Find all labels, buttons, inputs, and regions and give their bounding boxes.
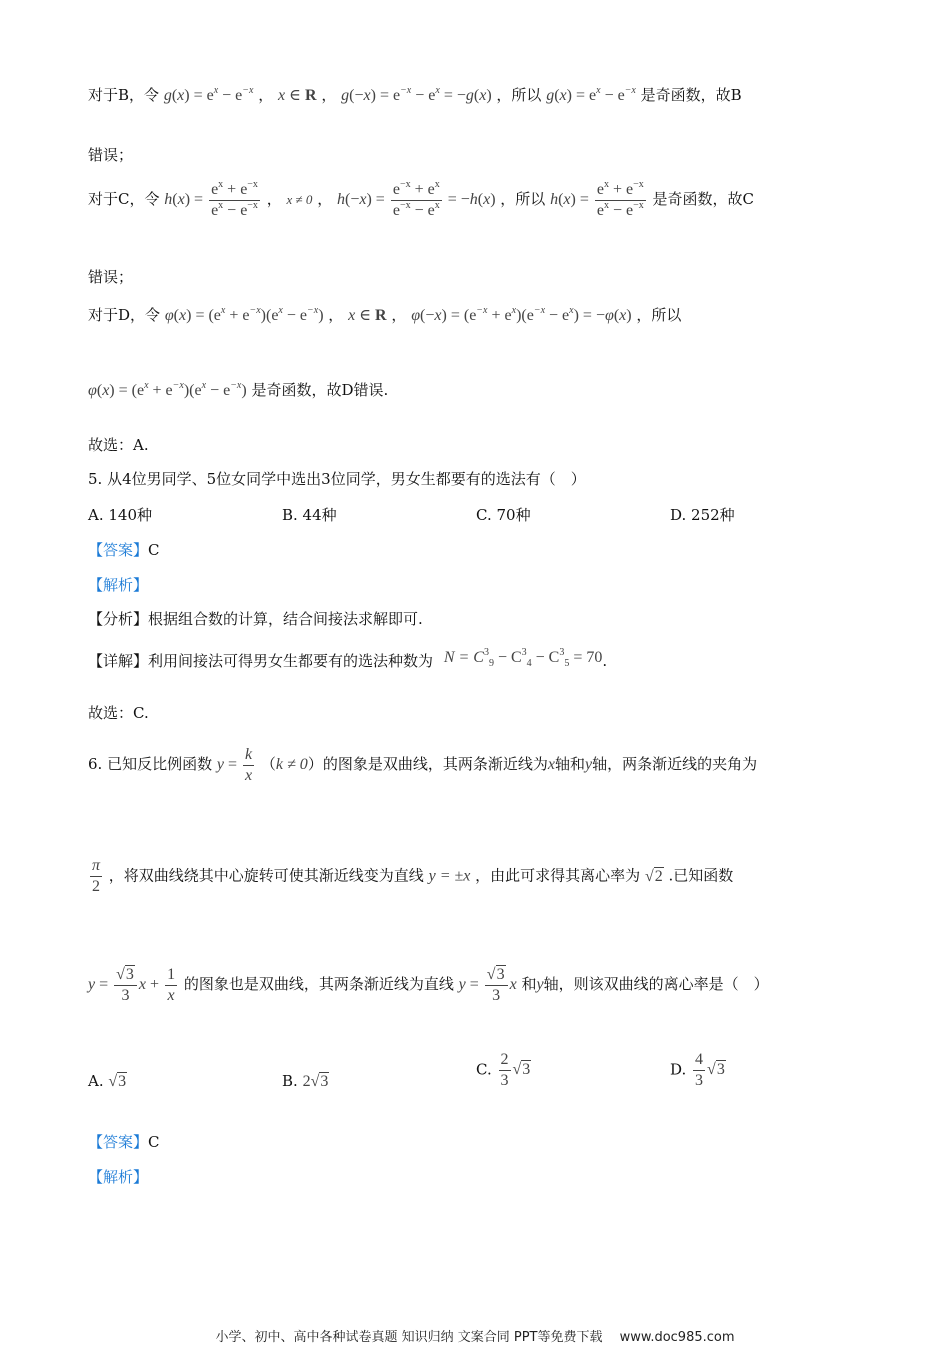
question-6-line2: $\frac{\pi}{2}$ ，将双曲线绕其中心旋转可使其渐近线变为直线 y = ±x ，由此可求得其离心率为 √2 .已知函数 xyxy=(92,857,734,895)
answer-5: 【答案】C xyxy=(88,541,160,559)
formula-opt-a: √3 xyxy=(108,1073,127,1090)
q5-option-b: B. 44种 xyxy=(282,506,337,524)
formula-x-ne-0: x ≠ 0 xyxy=(286,192,313,208)
question-5: 5. 从4位男同学、5位女同学中选出3位同学，男女生都要有的选法有（ ） xyxy=(88,470,586,488)
q6-option-b: B. 2√3 xyxy=(282,1072,329,1090)
formula-g-def-2: $g(x) = e^x - e^{-x}$ xyxy=(546,85,636,104)
question-6-line1: 6. 已知反比例函数 y = $\frac{k}{x}$ （k ≠ 0）的图象是双曲线，其两条渐近线为x轴和y轴，两条渐近线的夹角为 xyxy=(88,746,758,784)
analysis-tag-6: 【解析】 xyxy=(88,1168,149,1186)
xiangjie-tag: 【详解】 xyxy=(88,652,149,670)
line-d: 对于D，令 $\varphi(x) = (e^x + e^{-x})(e^x - e^{-x})$ ， x ∈ R ， $\varphi(-x) = (e^{-x} + e^x)(e^{-x} - e^x) = -\varphi(x)$ ，所以 xyxy=(88,305,682,324)
formula-phi-def: $\varphi(x) = (e^x + e^{-x})(e^x - e^{-x})$ xyxy=(164,305,324,324)
formula-x-in-r: x ∈ R xyxy=(278,87,317,104)
formula-phi-neg: $\varphi(-x) = (e^{-x} + e^x)(e^{-x} - e^x) = -\varphi(x)$ xyxy=(411,305,632,324)
choose-c: 故选：C. xyxy=(88,704,149,722)
wrong-c: 错误； xyxy=(88,268,134,286)
formula-combination: $N = C^3_9 - C^3_4 - C^3_5 = 70$ xyxy=(443,647,603,669)
formula-opt-b: 2√3 xyxy=(302,1073,329,1090)
line-b: 对于B，令 $g(x) = e^x - e^{-x}$ ， x ∈ R ， $g(-x) = e^{-x} - e^x = -g(x)$ ，所以 $g(x) = e^x - e^{-x}$ 是奇函数，故B xyxy=(88,85,742,104)
answer-tag: 【答案】 xyxy=(88,541,149,559)
analysis-6 xyxy=(88,1170,148,1185)
formula-h-def: h(x) = $\frac{e^x + e^{-x}}{e^x - e^{-x}}$ xyxy=(164,179,258,219)
page-footer: 小学、初中、高中各种试卷真题 知识归纳 文案合同 PPT等免费下载 www.doc985.com xyxy=(215,1330,735,1345)
formula-g-def: $g(x) = e^x - e^{-x}$ xyxy=(163,85,254,104)
formula-x-in-r-d: x ∈ R xyxy=(348,307,387,324)
fenxi-5: 【分析】根据组合数的计算，结合间接法求解即可. xyxy=(88,610,423,628)
formula-y-pm-x: y = ±x xyxy=(428,867,471,885)
q5-option-d: D. 252种 xyxy=(670,506,735,524)
formula-h-neg: h(−x) = $\frac{e^{-x} + e^x}{e^{-x} - e^x}$ = −h(x) xyxy=(337,179,496,219)
analysis-tag: 【解析】 xyxy=(88,576,149,594)
xiangjie-5: 【详解】利用间接法可得男女生都要有的选法种数为 $N = C^3_9 - C^3_4 - C^3_5 = 70$. xyxy=(88,647,608,670)
formula-y-func: y = $\frac{√3}{3}$ x + $\frac{1}{x}$ xyxy=(88,966,176,1004)
formula-y-k-over-x: y = $\frac{k}{x}$ xyxy=(216,746,253,784)
question-6-line3: y = $\frac{√3}{3}$ x + $\frac{1}{x}$ 的图象也是双曲线，其两条渐近线为直线 y = $\frac{√3}{3}$ x 和y轴，则该双曲线的离心率是（ ） xyxy=(88,966,769,1004)
q5-option-c: C. 70种 xyxy=(476,506,531,524)
q6-option-d: D. $\frac{4}{3}$ √3 xyxy=(670,1051,725,1089)
q6-option-a: A. √3 xyxy=(88,1072,127,1090)
fenxi-tag: 【分析】 xyxy=(88,610,149,628)
q5-option-a: A. 140种 xyxy=(88,506,152,524)
answer-6: 【答案】C xyxy=(88,1133,160,1151)
answer-tag-6: 【答案】 xyxy=(88,1133,149,1151)
q6-option-c: C. $\frac{2}{3}$ √3 xyxy=(476,1051,531,1089)
formula-sqrt-2: √2 xyxy=(644,867,663,885)
choose-a: 故选：A. xyxy=(88,436,149,454)
formula-g-neg: $g(-x) = e^{-x} - e^x = -g(x)$ xyxy=(341,85,492,104)
formula-opt-c: $\frac{2}{3}$ √3 xyxy=(500,1051,531,1089)
formula-asymptote: y = $\frac{√3}{3}$ x xyxy=(458,966,517,1004)
formula-opt-d: $\frac{4}{3}$ √3 xyxy=(695,1051,725,1089)
formula-h-def-2: h(x) = $\frac{e^x + e^{-x}}{e^x - e^{-x}}$ xyxy=(550,179,644,219)
line-d-cont: $\varphi(x) = (e^x + e^{-x})(e^x - e^{-x})$ 是奇函数，故D错误. xyxy=(88,380,389,399)
wrong-b: 错误； xyxy=(88,146,134,164)
formula-pi-over-2: $\frac{\pi}{2}$ xyxy=(92,857,101,895)
analysis-5 xyxy=(88,578,148,593)
formula-k-ne-0: k ≠ 0 xyxy=(275,756,308,774)
formula-phi-def-2: $\varphi(x) = (e^x + e^{-x})(e^x - e^{-x})$ xyxy=(88,380,247,399)
line-c: 对于C，令 h(x) = $\frac{e^x + e^{-x}}{e^x - e^{-x}}$ ， x ≠ 0 ， h(−x) = $\frac{e^{-x} + e^x}{e^{-x} - e^x}$ = −h(x) ，所以 h(x) = $\frac{e^x + e^{-x}}{e^x - e^{-x}}$ 是奇函数，故C xyxy=(88,179,755,219)
